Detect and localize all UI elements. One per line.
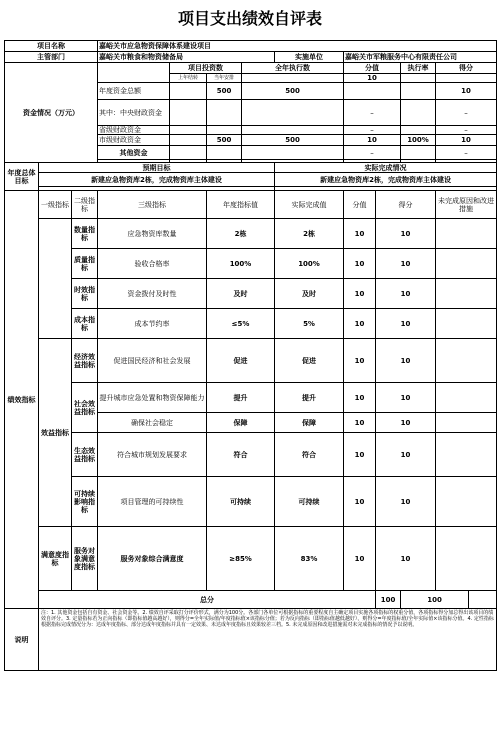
funds-header-rate: 执行率	[401, 63, 436, 74]
indicator-header: 分值	[344, 191, 376, 219]
project-name-value: 嘉峪关市应急物资保障体系建设项目	[98, 41, 497, 52]
funds-cell	[170, 126, 207, 135]
funds-cell	[242, 100, 344, 126]
notes-label: 说明	[5, 609, 39, 671]
indicator-reason	[436, 309, 497, 339]
indicator-actual: 提升	[275, 383, 344, 413]
indicator-got: 10	[376, 383, 436, 413]
indicator-header: 得分	[376, 191, 436, 219]
funds-row-label: 市级财政资金	[98, 135, 170, 146]
indicator-l2: 可持续影响指标	[72, 477, 98, 527]
indicator-l3: 项目管理的可持续性	[98, 477, 207, 527]
indicator-l3: 应急物资库数量	[98, 219, 207, 249]
department-value: 嘉峪关市粮食和物资储备局	[98, 52, 275, 63]
indicator-target: 符合	[207, 433, 275, 477]
indicator-l2: 数量指标	[72, 219, 98, 249]
indicator-actual: 符合	[275, 433, 344, 477]
funds-cell	[242, 146, 344, 160]
funds-cell: 100%	[401, 135, 436, 146]
funds-row-label: 省级财政资金	[98, 126, 170, 135]
funds-cell	[170, 146, 207, 160]
indicator-row	[5, 249, 497, 279]
indicator-target: 保障	[207, 413, 275, 433]
funds-cell: –	[436, 126, 497, 135]
indicator-score: 10	[344, 527, 376, 591]
indicator-reason	[436, 383, 497, 413]
indicator-reason	[436, 413, 497, 433]
funds-cell: –	[436, 100, 497, 126]
funds-cell	[401, 126, 436, 135]
indicator-got: 10	[376, 219, 436, 249]
indicator-header: 未完成原因和改进措施	[436, 191, 497, 219]
funds-header-executed: 全年执行数	[242, 63, 344, 74]
indicator-header-row	[5, 191, 497, 219]
annual-goal-label: 年度总体目标	[5, 163, 39, 191]
funds-cell	[401, 83, 436, 100]
indicator-score: 10	[344, 413, 376, 433]
indicator-l3: 促进国民经济和社会发展	[98, 339, 207, 383]
indicator-row	[5, 477, 497, 527]
project-name-row	[5, 41, 497, 52]
indicator-row	[5, 309, 497, 339]
indicator-target: 可持续	[207, 477, 275, 527]
notes-row	[5, 609, 497, 671]
funds-cell: –	[344, 146, 401, 160]
indicator-target: ≥85%	[207, 527, 275, 591]
funds-row-label: 其中：中央财政资金	[98, 100, 170, 126]
indicator-actual: 100%	[275, 249, 344, 279]
funds-cell: –	[436, 146, 497, 160]
funds-cell	[207, 100, 242, 126]
indicator-l3: 确保社会稳定	[98, 413, 207, 433]
indicator-actual: 可持续	[275, 477, 344, 527]
indicator-l3: 符合城市规划发展要求	[98, 433, 207, 477]
indicator-actual: 保障	[275, 413, 344, 433]
indicator-l2: 社会效益指标	[72, 383, 98, 433]
indicator-score: 10	[344, 219, 376, 249]
funds-header-score: 分值	[344, 63, 401, 74]
indicator-header: 三级指标	[98, 191, 207, 219]
indicator-score: 10	[344, 339, 376, 383]
l1-satisfaction: 满意度指标	[39, 527, 72, 591]
indicator-score: 10	[344, 383, 376, 413]
total-row	[5, 591, 497, 609]
goal-content-row	[5, 173, 497, 187]
indicator-actual: 及时	[275, 279, 344, 309]
indicator-header: 二级指标	[72, 191, 98, 219]
indicator-l3: 验收合格率	[98, 249, 207, 279]
indicator-l2: 服务对象满意度指标	[72, 527, 98, 591]
goal-actual-header: 实际完成情况	[275, 163, 497, 173]
indicator-score: 10	[344, 249, 376, 279]
indicator-reason	[436, 219, 497, 249]
total-label: 总分	[39, 591, 376, 609]
impl-unit-label: 实施单位	[275, 52, 344, 63]
indicator-row	[5, 279, 497, 309]
indicator-got: 10	[376, 527, 436, 591]
indicator-l2: 质量指标	[72, 249, 98, 279]
indicator-reason	[436, 527, 497, 591]
evaluation-table	[4, 40, 497, 671]
indicator-reason	[436, 249, 497, 279]
indicator-header: 实际完成值	[275, 191, 344, 219]
indicator-got: 10	[376, 279, 436, 309]
goal-expected: 新建应急物资库2栋，完成物资库主体建设	[39, 173, 275, 187]
indicator-row	[5, 339, 497, 383]
indicator-got: 10	[376, 433, 436, 477]
indicator-actual: 2栋	[275, 219, 344, 249]
indicator-score: 10	[344, 433, 376, 477]
indicator-row	[5, 433, 497, 477]
perf-indicators-label: 绩效指标	[5, 191, 39, 609]
indicator-reason	[436, 279, 497, 309]
funds-header-row	[5, 63, 497, 74]
indicator-reason	[436, 477, 497, 527]
funds-cell: 10	[344, 135, 401, 146]
indicator-header: 一级指标	[39, 191, 72, 219]
indicator-header: 年度指标值	[207, 191, 275, 219]
funds-label: 资金情况（万元）	[5, 63, 98, 163]
funds-cell: –	[344, 100, 401, 126]
funds-cell: 500	[207, 135, 242, 146]
indicator-l2: 经济效益指标	[72, 339, 98, 383]
indicator-got: 10	[376, 249, 436, 279]
indicator-l3: 服务对象综合满意度	[98, 527, 207, 591]
funds-cell: 500	[242, 83, 344, 100]
funds-header-invest: 项目投资数	[170, 63, 242, 74]
indicator-target: 及时	[207, 279, 275, 309]
total-score: 100	[376, 591, 401, 609]
funds-subheader-current: 当年安排	[207, 74, 242, 83]
goal-expected-header: 预期目标	[39, 163, 275, 173]
indicator-got: 10	[376, 477, 436, 527]
indicator-actual: 促进	[275, 339, 344, 383]
goal-actual: 新建应急物资库2栋，完成物资库主体建设	[275, 173, 497, 187]
l1-benefit: 效益指标	[39, 339, 72, 527]
funds-cell	[401, 100, 436, 126]
funds-cell: 10	[436, 135, 497, 146]
indicator-target: 提升	[207, 383, 275, 413]
indicator-score: 10	[344, 477, 376, 527]
funds-cell	[170, 83, 207, 100]
indicator-score: 10	[344, 279, 376, 309]
indicator-target: 100%	[207, 249, 275, 279]
indicator-reason	[436, 339, 497, 383]
funds-cell	[170, 100, 207, 126]
indicator-target: 2栋	[207, 219, 275, 249]
indicator-actual: 5%	[275, 309, 344, 339]
funds-cell	[170, 135, 207, 146]
project-name-label: 项目名称	[5, 41, 98, 52]
notes-text: 注：1. 其他资金包括自有资金、社会资金等。2. 绩效自评采取打分评价形式，满分为100分。各部门各单位可根据指标的重要程度自主确定项目实施各项指标的权重分值，各项指标得分加总得出该项目的绩效自评分。3. 定量指标若为正向指标（即指标值越高越好），则得分=全年实际值/年度指标值×该指标分值；若为反向指标（即指标值越低越好），则得分=年度指标值/全年实际值×该指标分值。4. 定性指标根据指标完成情况分为：达成年度指标、部分达成年度指标并具有一定效果、未达成年度指标且效果较差三档。5. 未完成原因和改进措施需对未完成指标的情况予以说明。	[39, 609, 497, 671]
department-row	[5, 52, 497, 63]
funds-subheader-score: 10	[344, 74, 401, 83]
funds-row-label: 年度资金总额	[98, 83, 170, 100]
indicator-target: 促进	[207, 339, 275, 383]
funds-header-got: 得分	[436, 63, 497, 74]
indicator-l2: 生态效益指标	[72, 433, 98, 477]
indicator-l3: 成本节约率	[98, 309, 207, 339]
funds-cell	[207, 126, 242, 135]
indicator-l3: 资金拨付及时性	[98, 279, 207, 309]
indicator-got: 10	[376, 339, 436, 383]
goal-header-row	[5, 163, 497, 173]
indicator-row	[5, 527, 497, 591]
funds-cell	[401, 146, 436, 160]
funds-cell: 500	[207, 83, 242, 100]
indicator-l2: 成本指标	[72, 309, 98, 339]
indicator-got: 10	[376, 413, 436, 433]
indicator-score: 10	[344, 309, 376, 339]
indicator-l3: 提升城市应急处置和物资保障能力	[98, 383, 207, 413]
funds-cell	[207, 146, 242, 160]
funds-cell: –	[344, 126, 401, 135]
indicator-got: 10	[376, 309, 436, 339]
page-title: 项目支出绩效自评表	[177, 9, 322, 28]
funds-cell: 500	[242, 135, 344, 146]
department-label: 主管部门	[5, 52, 98, 63]
indicator-target: ≤5%	[207, 309, 275, 339]
indicator-l2: 时效指标	[72, 279, 98, 309]
indicator-row	[5, 383, 497, 413]
impl-unit-value: 嘉峪关市军粮服务中心有限责任公司	[344, 52, 497, 63]
funds-subheader-carry: 上年结转	[170, 74, 207, 83]
indicator-actual: 83%	[275, 527, 344, 591]
l1-output	[39, 219, 72, 339]
indicator-reason	[436, 433, 497, 477]
funds-row-label: 其他资金	[98, 146, 170, 160]
funds-cell	[242, 126, 344, 135]
indicator-row	[5, 219, 497, 249]
total-got: 100	[401, 591, 469, 609]
funds-cell: 10	[436, 83, 497, 100]
